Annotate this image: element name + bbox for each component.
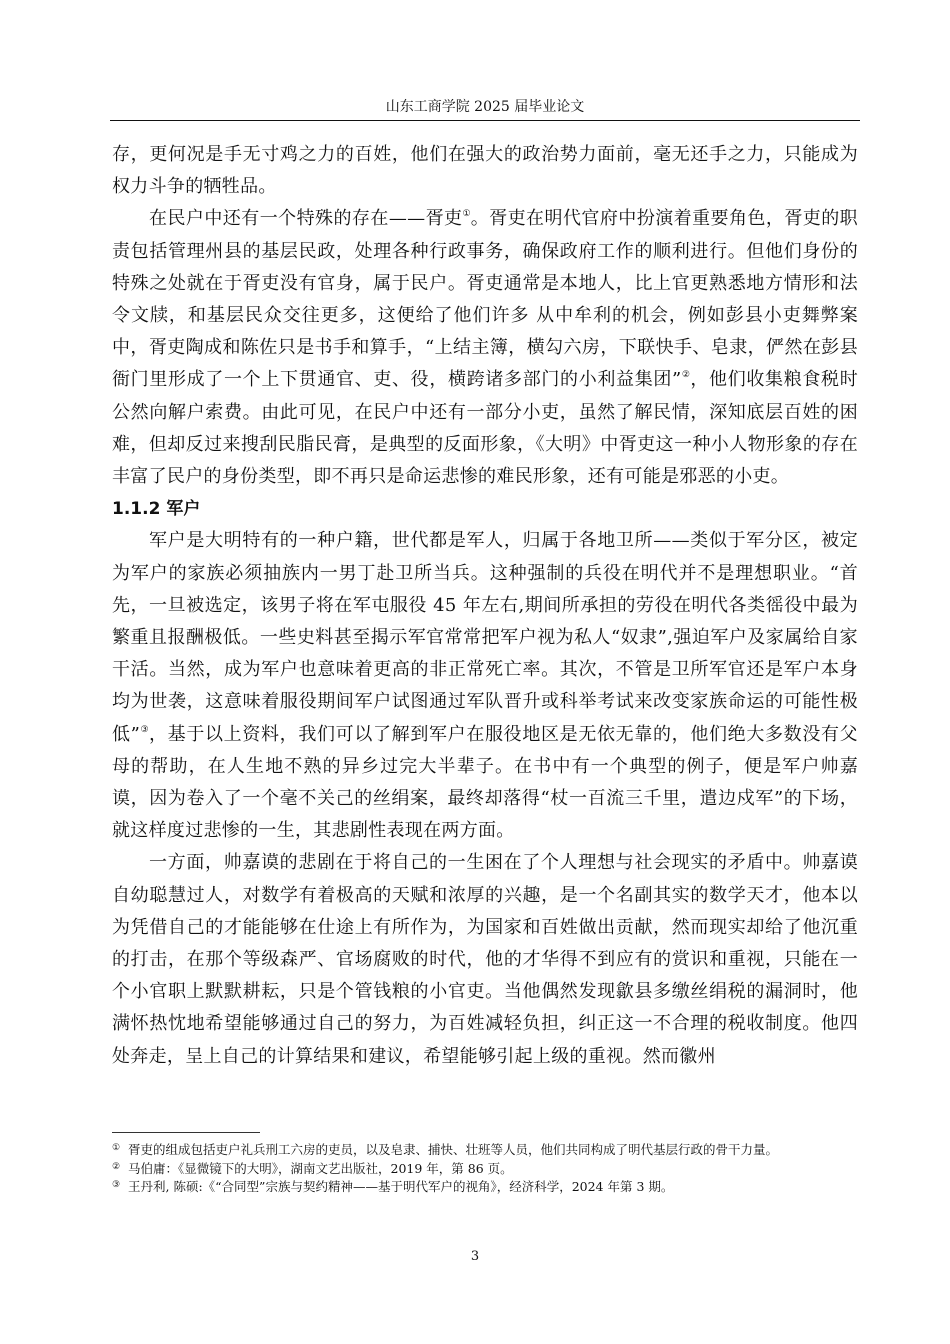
footnote-ref-1[interactable]: ① [462,209,471,220]
paragraph-2 [112,203,858,493]
header-title: 山东工商学院 2025 届毕业论文 [385,99,585,115]
paragraph-3-part-a: 军户是大明特有的一种户籍，世代都是军人，归属于各地卫所——类似于军分区，被定为军户的家族必须抽族内一男丁赴卫所当兵。这种强制的兵役在明代并不是理想职业。“首先，一旦被选定，该男子将在军屯服役 45 年左右,期间所承担的劳役在明代各类徭役中最为繁重且报酬极低。一些史料甚至揭示军官常常把军户视为私人“奴隶”,强迫军户及家属给自家干活。当然，成为军户也意味着更高的非正常死亡率。其次，不管是卫所军官还是军户本身均为世袭，这意味着服役期间军户试图通过军队晋升或科举考试来改变家族命运的可能性极低” [112,530,858,745]
paragraph-1: 存，更何况是手无寸鸡之力的百姓，他们在强大的政治势力面前，毫无还手之力，只能成为权力斗争的牺牲品。 [112,144,858,198]
footnote-text-3: 王丹利, 陈硕:《“合同型”宗族与契约精神——基于明代军户的视角》，经济科学，2024 年第 3 期。 [128,1179,674,1194]
footnotes [112,1141,862,1197]
footnote-ref-2[interactable]: ② [681,370,691,381]
paragraph-4: 一方面，帅嘉谟的悲剧在于将自己的一生困在了个人理想与社会现实的矛盾中。帅嘉谟自幼聪慧过人，对数学有着极高的天赋和浓厚的兴趣，是一个名副其实的数学天才，他本以为凭借自己的才能能够在仕途上有所作为，为国家和百姓做出贡献，然而现实却给了他沉重的打击，在那个等级森严、官场腐败的时代，他的才华得不到应有的赏识和重视，只能在一个小官职上默默耕耘，只是个管钱粮的小官吏。当他偶然发现歙县多缴丝绢税的漏洞时，他满怀热忱地希望能够通过自己的努力，为百姓减轻负担，纠正这一不合理的税收制度。他四处奔走，呈上自己的计算结果和建议，希望能够引起上级的重视。然而徽州 [112,852,858,1067]
footnote-text-2: 马伯庸：《显微镜下的大明》，湖南文艺出版社，2019 年，第 86 页。 [128,1160,513,1176]
footnote-ref-3[interactable]: ③ [140,724,149,735]
footnote-2: ② 马伯庸：《显微镜下的大明》，湖南文艺出版社，2019 年，第 86 页。 [112,1160,513,1176]
paragraph-2-part-a: 在民户中还有一个特殊的存在——胥吏 [149,208,463,230]
header-rule [110,120,860,121]
footnote-3: ③ 王丹利, 陈硕:《“合同型”宗族与契约精神——基于明代军户的视角》，经济科学，2024 年第 3 期。 [112,1179,674,1194]
body-text [112,139,858,1073]
paragraph-2-part-b: 。胥吏在明代官府中扮演着重要角色，胥吏的职责包括管理州县的基层民政，处理各种行政事务，确保政府工作的顺利进行。但他们身份的特殊之处就在于胥吏没有官身，属于民户。胥吏通常是本地人，比上官更熟悉地方情形和法令文牍，和基层民众交往更多，这便给了他们许多 从中牟利的机会，例如彭县小吏舞弊案中，胥吏陶成和陈佐只是书手和算手，“上结主簿，横勾六房，下联快手、皂隶，俨然在彭县衙门里形成了一个上下贯通官、吏、役，横跨诸多部门的小利益集团” [112,208,858,391]
page-number: 3 [470,1249,480,1264]
section-heading: 1.1.2 军户 [112,499,201,520]
paragraph-3 [112,525,858,847]
paragraph-3-part-b: ，基于以上资料，我们可以了解到军户在服役地区是无依无靠的，他们绝大多数没有父母的帮助，在人生地不熟的异乡过完大半辈子。在书中有一个典型的例子，便是军户帅嘉谟，因为卷入了一个毫不关己的丝绢案，最终却落得“杖一百流三千里，遣边戍军”的下场，就这样度过悲惨的一生，其悲剧性表现在两方面。 [112,723,858,842]
paragraph-2-part-c: ，他们收集粮食税时公然向解户索费。由此可见，在民户中还有一部分小吏，虽然了解民情，深知底层百姓的困难，但却反过来搜刮民脂民膏，是典型的反面形象，《大明》中胥吏这一种小人物形象的存在丰富了民户的身份类型，即不再只是命运悲惨的难民形象，还有可能是邪恶的小吏。 [112,369,859,488]
footnote-rule [112,1132,260,1133]
footnote-1: ① 胥吏的组成包括吏户礼兵刑工六房的吏员，以及皂隶、捕快、壮班等人员，他们共同构成了明代基层行政的骨干力量。 [112,1142,779,1157]
footnote-text-1: 胥吏的组成包括吏户礼兵刑工六房的吏员，以及皂隶、捕快、壮班等人员，他们共同构成了明代基层行政的骨干力量。 [128,1142,779,1157]
